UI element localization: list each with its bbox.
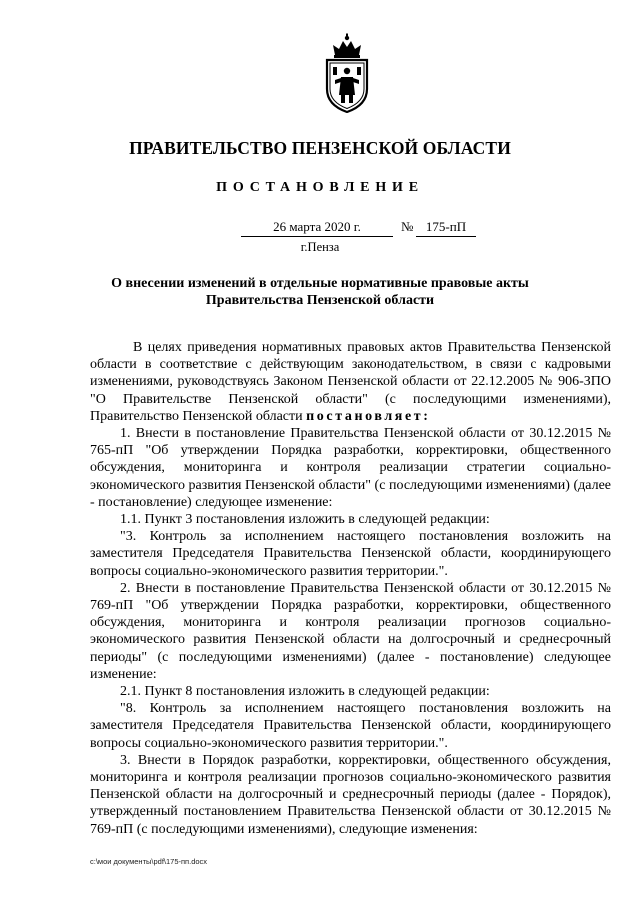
subject-line-2: Правительства Пензенской области: [205, 293, 435, 308]
city: г.Пенза: [300, 240, 340, 254]
document-number: 175-пП: [416, 219, 476, 237]
number-sign: №: [401, 219, 414, 234]
decree-word: постановляет:: [306, 408, 431, 424]
body-paragraph: 2.1. Пункт 8 постановления изложить в следующей редакции:: [120, 684, 490, 700]
government-title: ПРАВИТЕЛЬСТВО ПЕНЗЕНСКОЙ ОБЛАСТИ: [129, 138, 511, 158]
file-path-footer: c:\мои документы\pdf\175-пп.docx: [90, 857, 208, 866]
body-paragraph: 1.1. Пункт 3 постановления изложить в следующей редакции:: [120, 512, 490, 528]
subject-line-1: О внесении изменений в отдельные нормативные правовые акты: [111, 276, 529, 291]
document-subject: [60, 275, 580, 309]
document-date: 26 марта 2020 г.: [241, 219, 393, 237]
document-body: [90, 339, 611, 838]
date-number-row: [0, 219, 640, 237]
preamble-text: В целях приведения нормативных правовых актов Правительства Пензенской области в соответствие с действующим законодательством, в связи с кадровыми изменениями, руководствуясь Законом Пензенской области от 22.12.2005 № 906-ЗПО "О Правительстве Пензенской области" (с последующими изменениями), Правительство Пензенской области: [90, 340, 611, 424]
coat-of-arms-icon: [319, 33, 375, 113]
body-paragraph: [90, 339, 611, 425]
body-paragraph: 3. Внести в Порядок разработки, корректировки, общественного обсуждения, мониторинга и контроля реализации прогнозов социально-экономического развития Пензенской области на долгосрочный и среднесрочный периоды (далее - Порядок), утвержденный постановлением Правительства Пензенской области от 30.12.2015 № 769-пП (с последующими изменениями), следующие изменения:: [90, 752, 611, 837]
document-type: ПОСТАНОВЛЕНИЕ: [216, 180, 424, 195]
body-paragraph: 2. Внести в постановление Правительства Пензенской области от 30.12.2015 № 769-пП "Об утверждении Порядка разработки, корректировки, общественного обсуждения, мониторинга и контроля реализации прогнозов социально-экономического развития Пензенской области на долгосрочный и среднесрочный периоды" (с последующими изменениями) (далее - постановление) следующее изменение:: [90, 580, 611, 682]
body-paragraph: "3. Контроль за исполнением настоящего постановления возложить на заместителя Председателя Правительства Пензенской области, координирующего вопросы социально-экономического развития территории.".: [90, 529, 611, 579]
body-paragraph: "8. Контроль за исполнением настоящего постановления возложить на заместителя Председателя Правительства Пензенской области, координирующего вопросы социально-экономического развития территории.".: [90, 701, 611, 751]
body-paragraph: 1. Внести в постановление Правительства Пензенской области от 30.12.2015 № 765-пП "Об утверждении Порядка разработки, корректировки, общественного обсуждения, мониторинга и контроля реализации стратегии социально-экономического развития Пензенской области" (с последующими изменениями) (далее - постановление) следующее изменение:: [90, 426, 611, 510]
